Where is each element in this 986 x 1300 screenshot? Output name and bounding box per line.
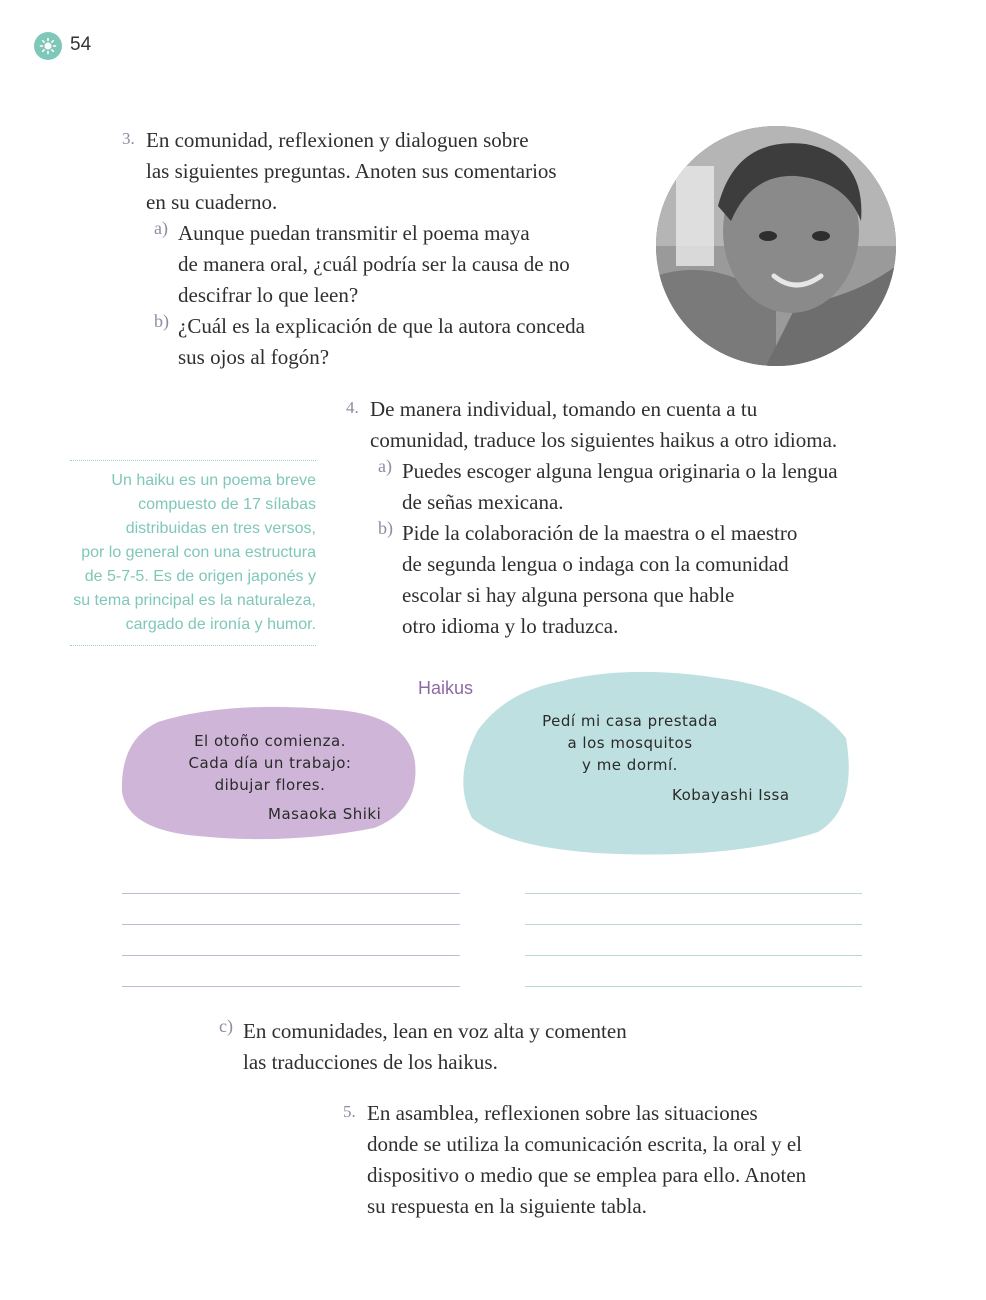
note-line: compuesto de 17 sílabas [138, 496, 316, 513]
haiku-line: y me dormí. [582, 756, 678, 774]
question-3a-text [178, 218, 646, 311]
question-number: 5. [343, 1102, 356, 1121]
writing-line[interactable] [525, 893, 862, 894]
question-3-text [146, 125, 646, 218]
text-line: En asamblea, reflexionen sobre las situaciones [367, 1101, 758, 1125]
haiku-line: a los mosquitos [567, 734, 693, 752]
text-line: otro idioma y lo traduzca. [402, 614, 619, 638]
text-line: su respuesta en la siguiente tabla. [367, 1194, 647, 1218]
note-line: por lo general con una estructura [81, 544, 316, 561]
question-4a [378, 456, 870, 518]
item-marker: a) [154, 218, 168, 238]
item-marker: b) [378, 518, 393, 538]
question-4b-text [402, 518, 870, 642]
text-line: descifrar lo que leen? [178, 283, 359, 307]
text-line: En comunidad, reflexionen y dialoguen sobre [146, 128, 529, 152]
text-line: de señas mexicana. [402, 490, 564, 514]
text-line: En comunidades, lean en voz alta y comenten [243, 1019, 627, 1043]
question-3 [122, 125, 646, 373]
haiku-left-author: Masaoka Shiki [268, 805, 382, 823]
note-line: su tema principal es la naturaleza, [73, 592, 316, 609]
question-4-text [370, 394, 870, 456]
question-4b [378, 518, 870, 642]
text-line: ¿Cuál es la explicación de que la autora conceda [178, 314, 585, 338]
writing-line[interactable] [525, 986, 862, 987]
writing-line[interactable] [525, 924, 862, 925]
question-3a [154, 218, 646, 311]
text-line: escolar si hay alguna persona que hable [402, 583, 735, 607]
item-marker: b) [154, 311, 169, 331]
note-line: de 5-7-5. Es de origen japonés y [84, 568, 316, 585]
haiku-line: El otoño comienza. [194, 732, 346, 750]
writing-line[interactable] [122, 986, 460, 987]
question-5-text [367, 1098, 867, 1222]
haiku-right-text [520, 710, 740, 776]
haiku-line: dibujar flores. [214, 776, 326, 794]
writing-line[interactable] [122, 893, 460, 894]
item-marker: c) [219, 1016, 233, 1036]
question-4 [346, 394, 870, 642]
text-line: las siguientes preguntas. Anoten sus comentarios [146, 159, 557, 183]
haiku-left-text [150, 730, 390, 796]
student-photo [656, 126, 896, 366]
writing-line[interactable] [122, 924, 460, 925]
note-line: Un haiku es un poema breve [111, 472, 316, 489]
question-3b [154, 311, 646, 373]
text-line: comunidad, traduce los siguientes haikus a otro idioma. [370, 428, 838, 452]
text-line: las traducciones de los haikus. [243, 1050, 498, 1074]
page-badge [34, 32, 62, 60]
note-line: cargado de ironía y humor. [125, 616, 316, 633]
question-4a-text [402, 456, 870, 518]
haiku-definition-note [70, 460, 316, 646]
writing-line[interactable] [525, 955, 862, 956]
text-line: dispositivo o medio que se emplea para ello. Anoten [367, 1163, 807, 1187]
text-line: donde se utiliza la comunicación escrita, la oral y el [367, 1132, 802, 1156]
item-marker: a) [378, 456, 392, 476]
text-line: Aunque puedan transmitir el poema maya [178, 221, 530, 245]
question-4c [219, 1016, 743, 1078]
text-line: De manera individual, tomando en cuenta a tu [370, 397, 758, 421]
writing-line[interactable] [122, 955, 460, 956]
question-4c-text [243, 1016, 743, 1078]
text-line: sus ojos al fogón? [178, 345, 330, 369]
haikus-title: Haikus [418, 678, 474, 698]
text-line: en su cuaderno. [146, 190, 278, 214]
haiku-line: Cada día un trabajo: [188, 754, 352, 772]
haiku-right-author: Kobayashi Issa [672, 786, 790, 804]
text-line: de manera oral, ¿cuál podría ser la causa de no [178, 252, 570, 276]
question-3b-text [178, 311, 646, 373]
sun-icon [39, 37, 57, 55]
question-5 [343, 1098, 867, 1222]
page-number: 54 [70, 34, 92, 55]
question-number: 4. [346, 398, 359, 417]
haiku-line: Pedí mi casa prestada [542, 712, 718, 730]
question-number: 3. [122, 129, 135, 148]
text-line: Pide la colaboración de la maestra o el maestro [402, 521, 798, 545]
text-line: de segunda lengua o indaga con la comunidad [402, 552, 789, 576]
text-line: Puedes escoger alguna lengua originaria o la lengua [402, 459, 838, 483]
note-line: distribuidas en tres versos, [125, 520, 316, 537]
